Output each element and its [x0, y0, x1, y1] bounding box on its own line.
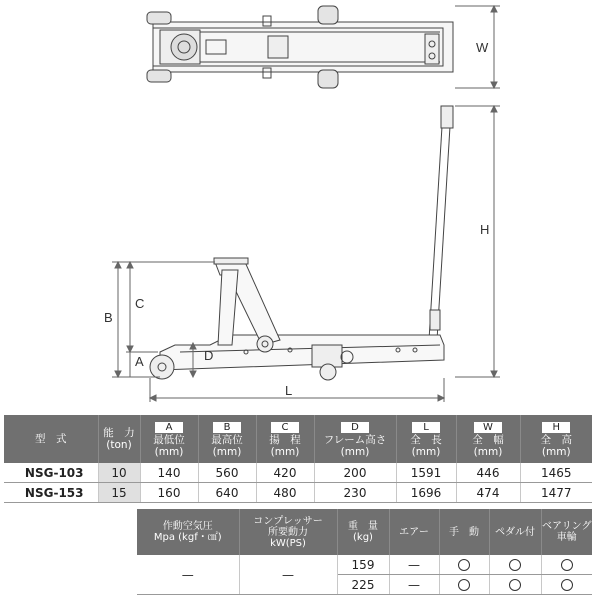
pedal-cell — [489, 575, 541, 595]
header-d — [314, 415, 396, 463]
header-w — [456, 415, 520, 463]
manual-cell — [439, 555, 489, 575]
header-compressor-unit: kW(PS) — [270, 537, 306, 549]
l-cell: 1591 — [396, 463, 456, 483]
header-air-pressure — [137, 509, 239, 555]
header-w-unit: (mm) — [473, 445, 503, 458]
dim-label-b: B — [104, 310, 113, 325]
model-cell: NSG-103 — [4, 463, 98, 483]
model-cell: NSG-153 — [4, 483, 98, 503]
air-cell: — — [389, 575, 439, 595]
table-row — [4, 483, 592, 503]
bearing-cell — [541, 575, 592, 595]
l-cell: 1696 — [396, 483, 456, 503]
header-pedal — [489, 509, 541, 555]
header-compressor-label: コンプレッサー — [253, 515, 323, 527]
header-air-label: エアー — [399, 526, 429, 538]
circle-icon — [561, 579, 573, 591]
c-cell: 420 — [256, 463, 314, 483]
header-b-tag: B — [213, 422, 241, 433]
weight-cell: 159 — [337, 555, 389, 575]
header-a-label: 最低位 — [153, 433, 185, 446]
air-table — [137, 509, 592, 595]
header-b-label: 最高位 — [211, 433, 243, 446]
dim-label-w: W — [476, 40, 489, 55]
circle-icon — [561, 559, 573, 571]
air-header-row — [137, 509, 592, 555]
manual-cell — [439, 575, 489, 595]
header-a-tag: A — [155, 422, 183, 433]
bearing-cell — [541, 555, 592, 575]
header-l-unit: (mm) — [411, 445, 441, 458]
header-weight — [337, 509, 389, 555]
header-c-label: 揚 程 — [269, 433, 301, 446]
dim-label-l: L — [285, 383, 293, 398]
pedal-cell — [489, 555, 541, 575]
a-cell: 160 — [140, 483, 198, 503]
top-view — [147, 6, 453, 88]
header-compressor — [239, 509, 337, 555]
w-cell: 474 — [456, 483, 520, 503]
header-c — [256, 415, 314, 463]
capacity-cell: 10 — [98, 463, 140, 483]
h-cell: 1465 — [520, 463, 592, 483]
dim-label-h: H — [480, 222, 490, 237]
header-l — [396, 415, 456, 463]
header-w-label: 全 幅 — [472, 433, 504, 446]
header-air-pressure-label: 作動空気圧 — [162, 521, 213, 532]
header-h-tag: H — [542, 422, 570, 433]
header-l-tag: L — [412, 422, 440, 433]
capacity-cell: 15 — [98, 483, 140, 503]
h-cell: 1477 — [520, 483, 592, 503]
header-c-tag: C — [271, 422, 299, 433]
header-manual-label: 手 動 — [449, 526, 479, 538]
air-pressure-cell: — — [137, 555, 239, 595]
circle-icon — [458, 559, 470, 571]
header-compressor-sub: 所要動力 — [268, 526, 308, 538]
table-row — [4, 463, 592, 483]
d-cell: 230 — [314, 483, 396, 503]
circle-icon — [509, 579, 521, 591]
header-b-unit: (mm) — [212, 445, 242, 458]
header-w-tag: W — [474, 422, 502, 433]
header-capacity-unit: (ton) — [106, 439, 132, 451]
header-air — [389, 509, 439, 555]
spec-header-row — [4, 415, 592, 463]
header-manual — [439, 509, 489, 555]
header-weight-label: 重 量 — [348, 521, 378, 532]
header-a — [140, 415, 198, 463]
a-cell: 140 — [140, 463, 198, 483]
spec-table — [4, 415, 592, 503]
header-h-label: 全 高 — [540, 433, 572, 446]
dim-label-d: D — [204, 348, 214, 363]
side-view — [150, 106, 453, 380]
header-d-tag: D — [341, 422, 369, 433]
header-weight-unit: (kg) — [353, 532, 373, 543]
compressor-cell: — — [239, 555, 337, 595]
header-capacity — [98, 415, 140, 463]
air-cell: — — [389, 555, 439, 575]
header-d-unit: (mm) — [340, 445, 370, 458]
header-c-unit: (mm) — [270, 445, 300, 458]
b-cell: 560 — [198, 463, 256, 483]
b-cell: 640 — [198, 483, 256, 503]
dim-label-a: A — [135, 354, 144, 369]
header-h-unit: (mm) — [541, 445, 571, 458]
circle-icon — [458, 579, 470, 591]
header-h — [520, 415, 592, 463]
header-l-label: 全 長 — [410, 433, 442, 446]
header-bearing-label: ベアリング — [542, 521, 592, 532]
header-b — [198, 415, 256, 463]
circle-icon — [509, 559, 521, 571]
header-model-label: 型 式 — [35, 433, 67, 445]
c-cell: 480 — [256, 483, 314, 503]
table-row — [137, 555, 592, 575]
header-d-label: フレーム高さ — [323, 433, 387, 446]
header-air-pressure-unit: Mpa (kgf・㎠) — [153, 532, 222, 543]
header-a-unit: (mm) — [154, 445, 184, 458]
dimension-h — [455, 106, 500, 377]
weight-cell: 225 — [337, 575, 389, 595]
header-pedal-label: ペダル付 — [495, 526, 535, 538]
header-bearing-sub: 車輪 — [556, 532, 577, 543]
d-cell: 200 — [314, 463, 396, 483]
header-capacity-label: 能 力 — [103, 427, 135, 439]
w-cell: 446 — [456, 463, 520, 483]
dim-label-c: C — [135, 296, 145, 311]
header-bearing — [541, 509, 592, 555]
header-model — [4, 415, 98, 463]
dimension-l — [150, 378, 444, 402]
